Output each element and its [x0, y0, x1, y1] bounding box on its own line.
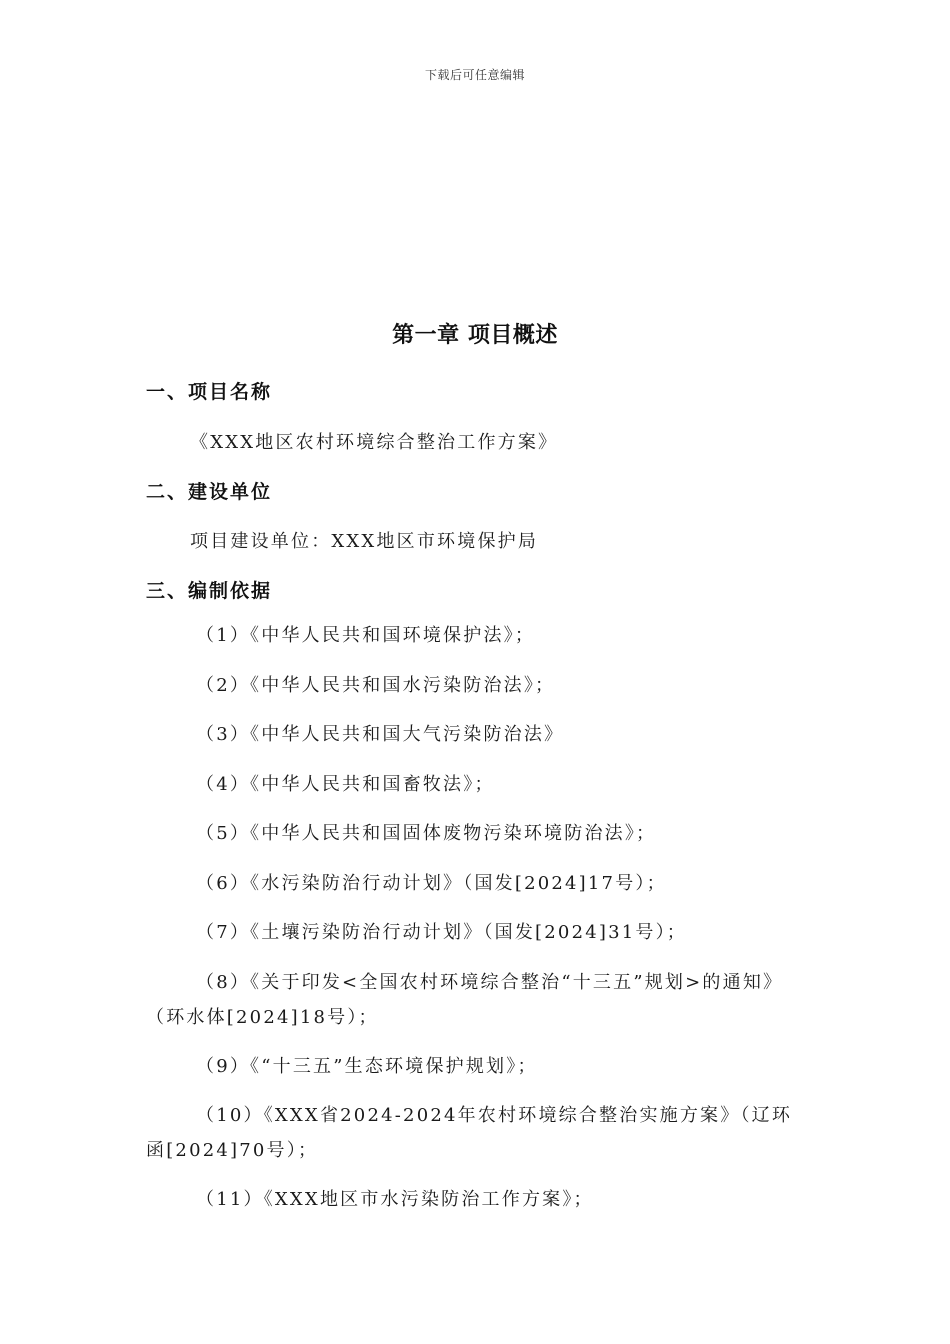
reference-item-10: （10）《XXX省2024-2024年农村环境综合整治实施方案》（辽环函[2024]70号）；: [146, 1105, 793, 1161]
section-heading-construction-unit: 二、建设单位: [146, 481, 273, 503]
reference-item-5: （5）《中华人民共和国固体废物污染环境防治法》；: [196, 823, 657, 844]
reference-item-8: （8）《关于印发<全国农村环境综合整治“十三五”规划>的通知》（环水体[2024]18号）；: [146, 972, 784, 1028]
section-heading-project-name: 一、项目名称: [146, 381, 273, 403]
reference-item-4: （4）《中华人民共和国畜牧法》；: [196, 774, 495, 795]
reference-item-7: （7）《土壤污染防治行动计划》（国发[2024]31号）；: [196, 922, 688, 943]
reference-item-6: （6）《水污染防治行动计划》（国发[2024]17号）；: [196, 873, 667, 894]
reference-item-1: （1）《中华人民共和国环境保护法》；: [196, 625, 536, 646]
project-name-text: 《XXX地区农村环境综合整治工作方案》: [190, 432, 559, 453]
reference-item-3: （3）《中华人民共和国大气污染防治法》: [196, 724, 565, 745]
construction-unit-text: 项目建设单位：XXX地区市环境保护局: [190, 531, 539, 552]
page-header-note: 下载后可任意编辑: [424, 68, 525, 82]
reference-item-9: （9）《“十三五”生态环境保护规划》；: [196, 1056, 538, 1077]
section-heading-basis: 三、编制依据: [146, 580, 273, 602]
reference-item-11: （11）《XXX地区市水污染防治工作方案》；: [196, 1189, 594, 1210]
reference-item-2: （2）《中华人民共和国水污染防治法》；: [196, 675, 556, 696]
chapter-title: 第一章 项目概述: [392, 323, 558, 348]
